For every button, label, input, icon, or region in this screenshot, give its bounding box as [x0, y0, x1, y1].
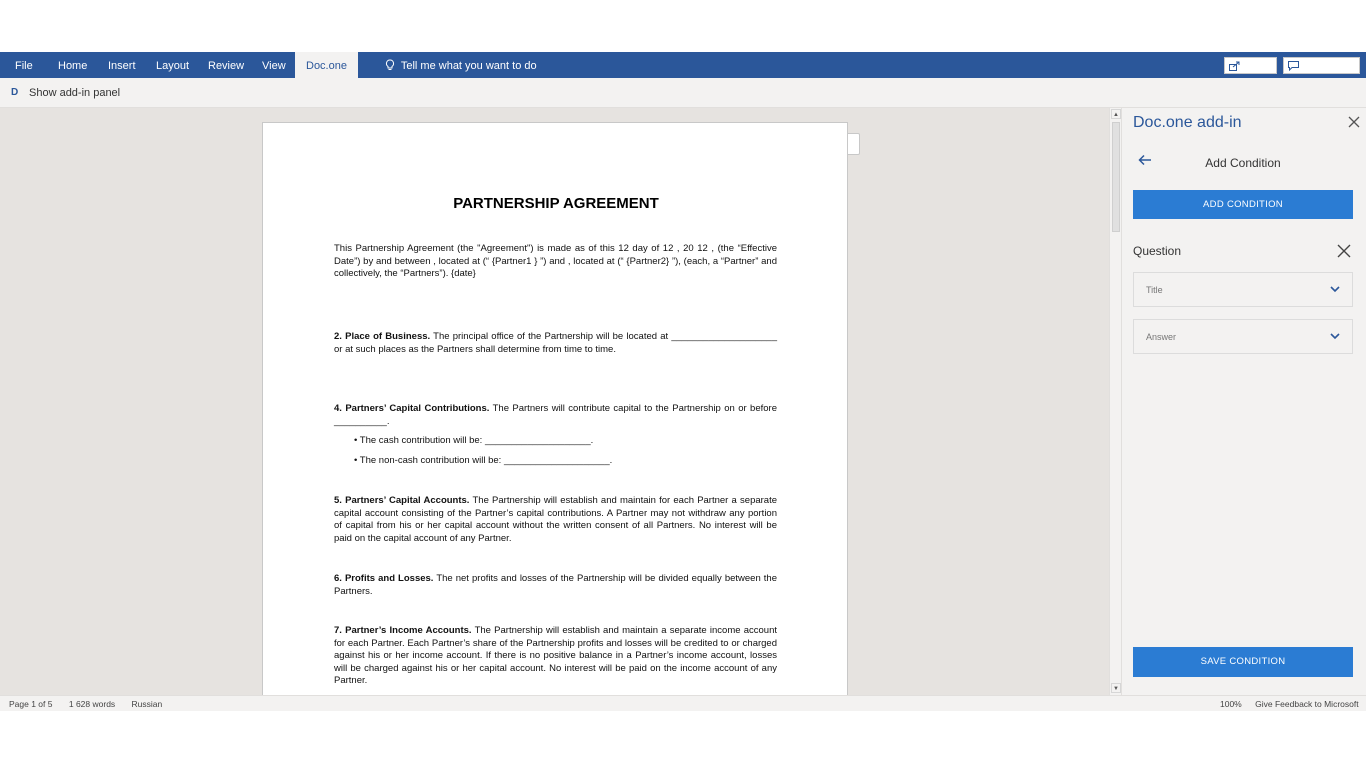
lightbulb-icon	[385, 59, 395, 71]
language-indicator[interactable]: Russian	[131, 699, 163, 709]
section-2-paragraph	[334, 331, 777, 356]
back-arrow-icon[interactable]	[1138, 154, 1152, 166]
section-4-paragraph	[334, 403, 777, 428]
section-7-paragraph	[334, 625, 777, 688]
tab-layout[interactable]: Layout	[156, 60, 190, 72]
tab-home[interactable]: Home	[58, 60, 88, 72]
answer-dropdown[interactable]	[1133, 319, 1353, 354]
bullet-noncash-contribution: • The non-cash contribution will be: ____________________.	[354, 455, 613, 466]
tell-me-text: Tell me what you want to do	[400, 60, 537, 72]
close-icon[interactable]	[1348, 116, 1360, 128]
section-5-paragraph	[334, 495, 777, 545]
tab-file[interactable]: File	[15, 60, 33, 72]
share-icon	[1229, 61, 1240, 71]
feedback-link[interactable]: Give Feedback to Microsoft	[1255, 699, 1359, 709]
intro-paragraph: This Partnership Agreement (the "Agreement") is made as of this 12 day of 12 , 20 12 , (the “Effective Date”) by and between , located at (“ {Partner1 } ”) and , located at (“ {Partner2} ”), (each, a “Partner” and collectively, the “Partners”). {date}	[334, 243, 777, 280]
page-count[interactable]: Page 1 of 5	[9, 699, 53, 709]
show-addin-panel-button[interactable]: Show add-in panel	[29, 87, 121, 99]
add-condition-button[interactable]: ADD CONDITION	[1133, 190, 1353, 219]
panel-subtitle: Add Condition	[1205, 156, 1281, 170]
section-5-heading: 5. Partners’ Capital Accounts.	[334, 495, 470, 506]
section-6-text: The net profits and losses of the Partnership will be divided equally between the Partners.	[334, 573, 777, 597]
section-7-heading: 7. Partner’s Income Accounts.	[334, 625, 472, 636]
command-bar	[0, 78, 1366, 108]
section-7-text: The Partnership will establish and maintain a separate income account for each Partner. Each Partner’s share of the Partnership profits and losses will be credited to or charged against his or her income account. If there is no positive balance in a Partner’s income account, losses will be charged against his or her capital account. No interest will be paid on the income account of any Partner.	[334, 625, 777, 687]
section-6-heading: 6. Profits and Losses.	[334, 573, 434, 584]
panel-title: Doc.one add-in	[1133, 114, 1242, 131]
title-dropdown[interactable]	[1133, 272, 1353, 307]
scroll-thumb[interactable]	[1112, 122, 1120, 232]
tab-view[interactable]: View	[262, 60, 286, 72]
document-scrollbar[interactable]	[1109, 108, 1121, 695]
section-2-heading: 2. Place of Business.	[334, 331, 431, 342]
question-label: Question	[1133, 244, 1182, 258]
comment-icon	[1288, 61, 1299, 71]
ribbon-bar	[0, 52, 1366, 78]
section-2-text: The principal office of the Partnership will be located at ____________________ or at such places as the Partners shall determine from time to time.	[334, 331, 777, 355]
zoom-level[interactable]: 100%	[1220, 699, 1242, 709]
docone-addin-icon[interactable]: D	[11, 87, 19, 98]
section-4-text: The Partners will contribute capital to the Partnership on or before __________.	[334, 403, 777, 427]
save-condition-button[interactable]: SAVE CONDITION	[1133, 647, 1353, 677]
scroll-down-icon[interactable]: ▼	[1111, 683, 1121, 693]
word-count[interactable]: 1 628 words	[68, 699, 116, 709]
page-side-marker	[848, 133, 860, 155]
section-6-paragraph	[334, 573, 777, 598]
share-button[interactable]	[1224, 57, 1277, 74]
bullet-cash-contribution: • The cash contribution will be: ____________________.	[354, 435, 594, 446]
tell-me-box[interactable]	[385, 52, 537, 78]
chevron-down-icon	[1330, 285, 1340, 293]
chevron-down-icon	[1330, 332, 1340, 340]
addin-panel	[1121, 108, 1366, 695]
document-page[interactable]	[262, 122, 848, 695]
comments-button[interactable]	[1283, 57, 1360, 74]
section-5-text: The Partnership will establish and maintain for each Partner a separate capital account consisting of the Partner’s capital contributions. A Partner may not withdraw any portion of capital from his or her capital account without the written consent of all Partners. No interest will be paid on the capital account of any Partner.	[334, 495, 778, 544]
tab-review[interactable]: Review	[208, 60, 245, 72]
answer-placeholder: Answer	[1146, 332, 1177, 342]
status-bar	[0, 695, 1366, 711]
remove-question-icon[interactable]	[1337, 244, 1351, 258]
document-canvas[interactable]	[0, 108, 1109, 695]
section-4-heading: 4. Partners’ Capital Contributions.	[334, 403, 490, 414]
tab-insert[interactable]: Insert	[108, 60, 136, 72]
document-title: PARTNERSHIP AGREEMENT	[453, 195, 659, 212]
tab-docone[interactable]: Doc.one	[295, 52, 358, 78]
scroll-up-icon[interactable]: ▲	[1111, 109, 1121, 119]
title-placeholder: Title	[1146, 285, 1163, 295]
